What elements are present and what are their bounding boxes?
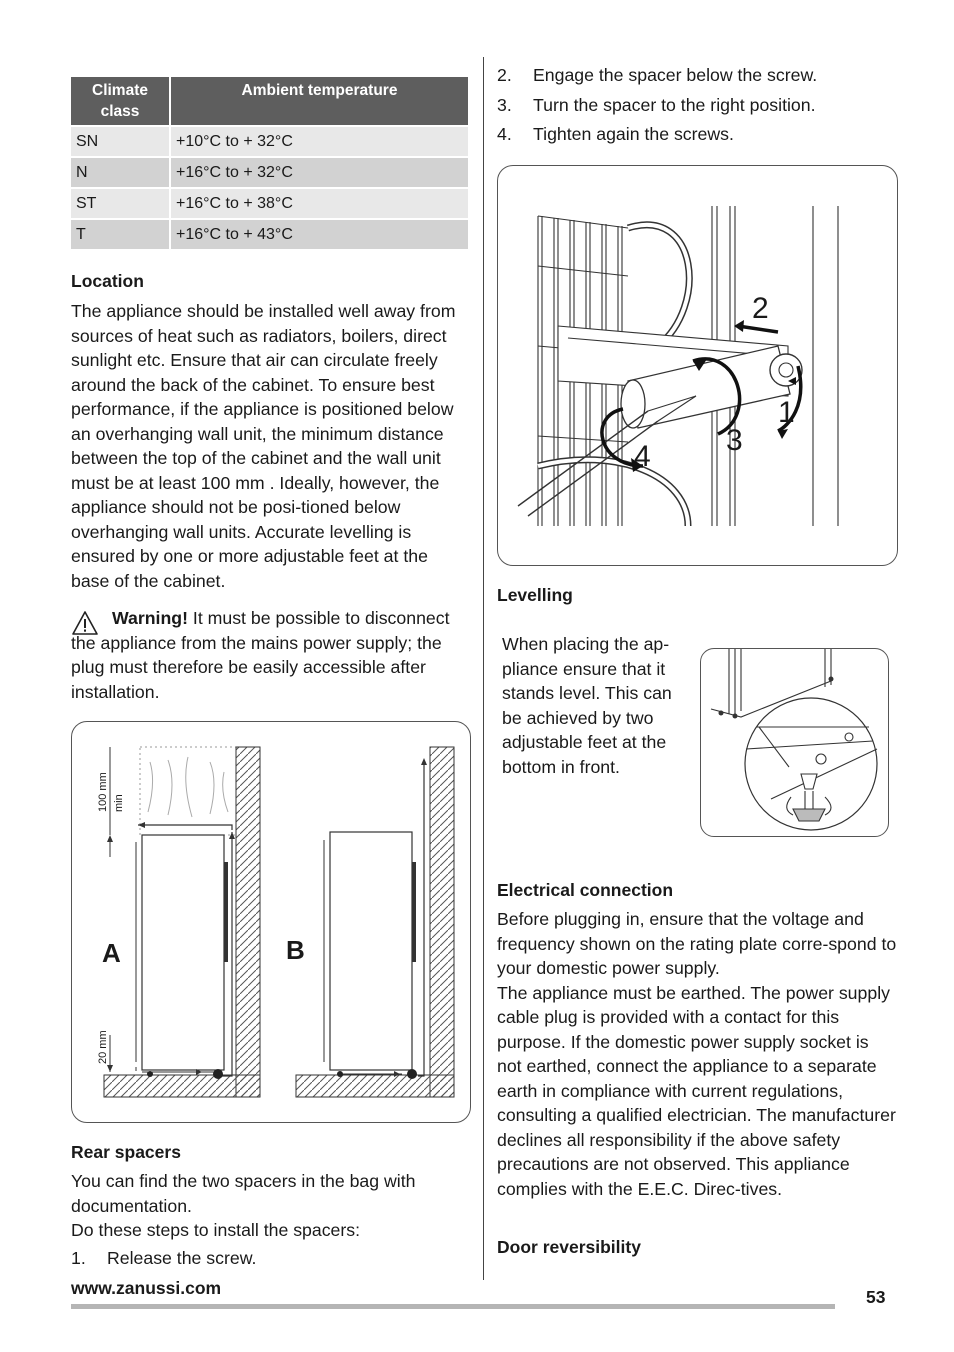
step-callout-2: 2 bbox=[752, 292, 769, 325]
page-number: 53 bbox=[866, 1287, 886, 1307]
levelling-foot-figure bbox=[700, 648, 889, 837]
location-text: The appliance should be installed well away from sources of heat such as radiators, boilers, direct sunlight etc. Ensure that air can circulate freely around the back of the cabinet. To ensure best performance, if the appliance is positioned below an overhanging wall unit, the minimum distance between the top of the cabinet and the wall unit must be at least 100 mm . Ideally, however, the appliance should not be posi-tioned below overhanging wall units. Accurate levelling is ensured by one or more adjustable feet at the base of the cabinet. bbox=[71, 301, 456, 591]
step-text: Turn the spacer to the right position. bbox=[533, 94, 816, 115]
rear-spacers-text-2: Do these steps to install the spacers: bbox=[71, 1220, 361, 1240]
step-callout-3: 3 bbox=[726, 424, 743, 457]
column-divider bbox=[483, 57, 484, 1280]
step-number: 1. bbox=[71, 1248, 86, 1268]
dimension-100mm: 100 mm bbox=[97, 772, 109, 812]
step-number: 3. bbox=[497, 94, 512, 115]
table-header-ambient-temperature: Ambient temperature bbox=[170, 77, 468, 126]
clearance-figure bbox=[71, 721, 471, 1123]
footer-url[interactable]: www.zanussi.com bbox=[71, 1278, 222, 1298]
step-number: 2. bbox=[497, 65, 512, 85]
list-item bbox=[497, 61, 897, 91]
table-cell: +16°C to + 38°C bbox=[170, 188, 468, 219]
table-header-climate-class: Climate class bbox=[71, 77, 170, 126]
rear-spacers-heading: Rear spacers bbox=[71, 1142, 181, 1162]
rear-spacers-text-1: You can find the two spacers in the bag with documentation. bbox=[71, 1171, 416, 1216]
warning-text: It must be possible to disconnect the appliance from the mains power supply; the plug must therefore be easily accessible after installation. bbox=[71, 608, 450, 702]
list-item bbox=[497, 91, 897, 121]
levelling-heading: Levelling bbox=[497, 585, 573, 605]
electrical-connection-text: Before plugging in, ensure that the voltage and frequency shown on the rating plate corre-spond to your domestic power supply. The appliance must be earthed. The power supply cable plug is provided with a contact for this purpose. If the domestic power supply socket is not earthed, connect the appliance to a separate earth in compliance with current regulations, consulting a qualified electrician. The manufacturer declines all responsibility if the above safety precautions are not observed. This appliance complies with the E.E.C. Direc-tives. bbox=[497, 909, 897, 1199]
spacer-steps-list-part-1 bbox=[71, 1244, 469, 1274]
table-cell: +16°C to + 32°C bbox=[170, 157, 468, 188]
table-row bbox=[71, 126, 468, 157]
table-cell: N bbox=[71, 157, 170, 188]
step-text: Release the screw. bbox=[107, 1248, 257, 1268]
dimension-20mm: 20 mm bbox=[97, 1030, 109, 1064]
levelling-text: When placing the ap-pliance ensure that it stands level. This can be achieved by two adjustable feet at the bottom in front. bbox=[502, 634, 672, 777]
figure-label-a: A bbox=[102, 938, 121, 968]
step-number: 4. bbox=[497, 124, 512, 144]
footer-bar bbox=[71, 1304, 835, 1309]
spacer-steps-list-part-2 bbox=[497, 61, 897, 150]
warning-paragraph bbox=[71, 606, 469, 704]
door-reversibility-heading: Door reversibility bbox=[497, 1237, 641, 1257]
climate-class-table bbox=[71, 77, 468, 249]
spacer-installation-figure bbox=[497, 165, 898, 566]
table-row bbox=[71, 188, 468, 219]
table-row bbox=[71, 219, 468, 249]
table-cell: +10°C to + 32°C bbox=[170, 126, 468, 157]
electrical-connection-heading: Electrical connection bbox=[497, 880, 674, 900]
table-cell: SN bbox=[71, 126, 170, 157]
figure-label-b: B bbox=[286, 935, 305, 965]
location-heading: Location bbox=[71, 271, 144, 291]
table-cell: T bbox=[71, 219, 170, 249]
list-item bbox=[497, 120, 897, 150]
table-cell: ST bbox=[71, 188, 170, 219]
warning-label: Warning! bbox=[112, 608, 188, 628]
step-text: Tighten again the screws. bbox=[533, 124, 734, 144]
table-cell: +16°C to + 43°C bbox=[170, 219, 468, 249]
step-text: Engage the spacer below the screw. bbox=[533, 65, 818, 85]
dimension-min: min bbox=[113, 794, 125, 812]
step-callout-4: 4 bbox=[634, 440, 651, 473]
table-row bbox=[71, 157, 468, 188]
step-callout-1: 1 bbox=[778, 396, 795, 429]
list-item bbox=[71, 1244, 469, 1274]
wall-unit-outline bbox=[140, 747, 236, 835]
